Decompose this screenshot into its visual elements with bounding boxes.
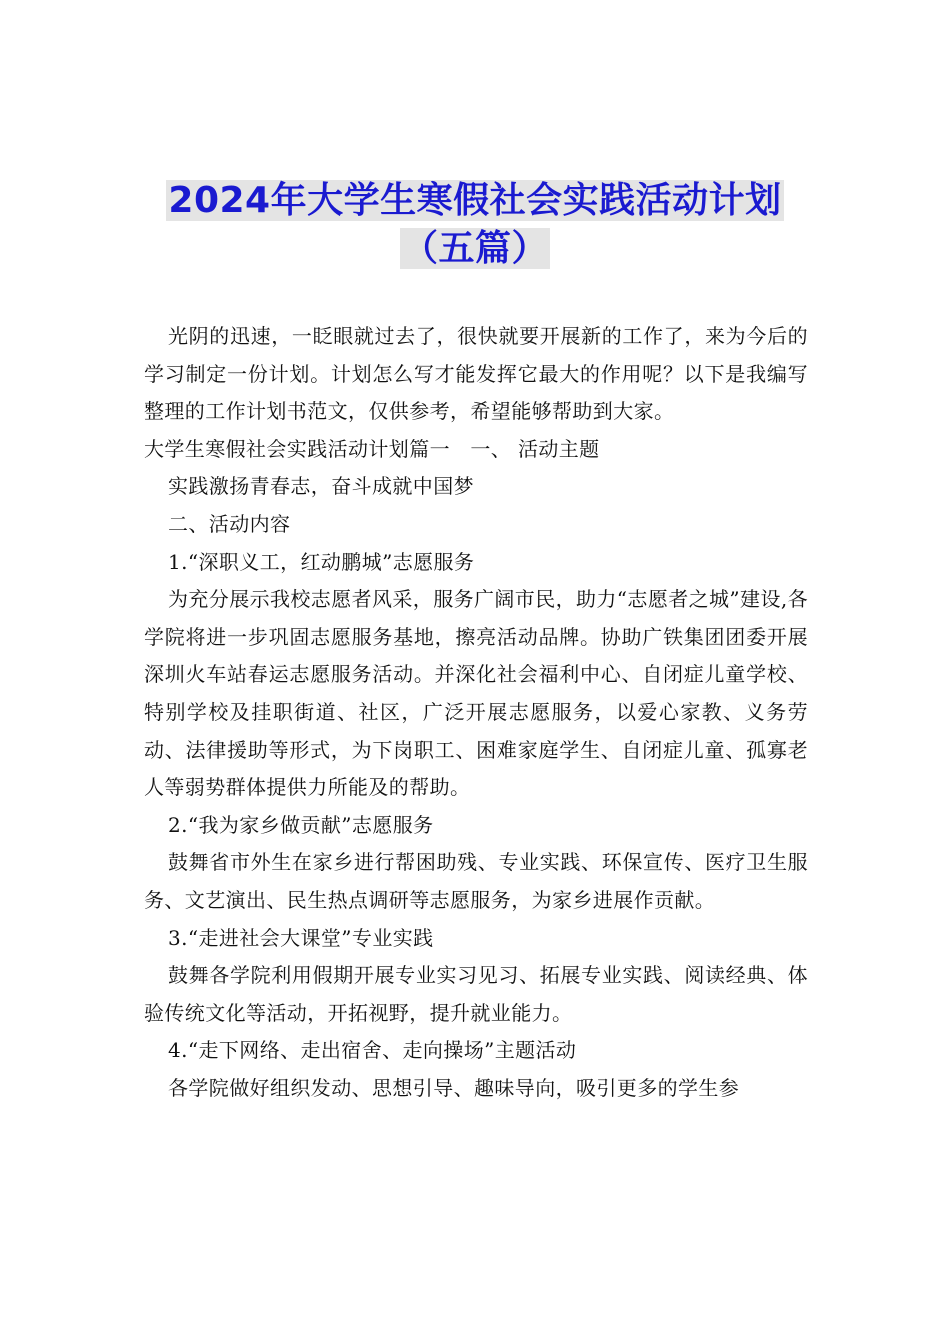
activity-theme: 实践激扬青春志，奋斗成就中国梦 — [168, 474, 474, 499]
document-title-line-1 — [0, 176, 950, 226]
intro-paragraph: 光阴的迅速，一眨眼就过去了，很快就要开展新的工作了，来为今后的学习制定一份计划。计划怎么写才能发挥它最大的作用呢？以下是我编写整理的工作计划书范文，仅供参考，希望能够帮助到大家。 — [144, 324, 808, 424]
item-3-heading: 3.“走进社会大课堂”专业实践 — [168, 925, 434, 950]
subheading-content: 二、活动内容 — [168, 511, 291, 536]
item-4-paragraph: 各学院做好组织发动、思想引导、趣味导向，吸引更多的学生参 — [168, 1075, 740, 1100]
item-3-paragraph: 鼓舞各学院利用假期开展专业实习见习、拓展专业实践、阅读经典、体验传统文化等活动，开拓视野，提升就业能力。 — [144, 963, 808, 1025]
document-title-line-2 — [0, 224, 950, 274]
item-4-heading: 4.“走下网络、走出宿舍、走向操场”主题活动 — [168, 1038, 577, 1063]
item-1-paragraph: 为充分展示我校志愿者风采，服务广阔市民，助力“志愿者之城”建设,各学院将进一步巩固志愿服务基地，擦亮活动品牌。协助广铁集团团委开展深圳火车站春运志愿服务活动。并深化社会福利中心、自闭症儿童学校、特别学校及挂职街道、社区，广泛开展志愿服务，以爱心家教、义务劳动、法律援助等形式，为下岗职工、困难家庭学生、自闭症儿童、孤寡老人等弱势群体提供力所能及的帮助。 — [144, 587, 809, 800]
item-2-paragraph: 鼓舞省市外生在家乡进行帮困助残、专业实践、环保宣传、医疗卫生服务、文艺演出、民生热点调研等志愿服务，为家乡进展作贡献。 — [144, 850, 808, 912]
document-body — [144, 318, 808, 1107]
section-heading: 大学生寒假社会实践活动计划篇一 一、 活动主题 — [144, 436, 600, 461]
title-text-1: 2024年大学生寒假社会实践活动计划 — [168, 180, 782, 221]
title-text-2: （五篇） — [401, 228, 548, 269]
item-2-heading: 2.“我为家乡做贡献”志愿服务 — [168, 812, 434, 837]
item-1-heading: 1.“深职义工，红动鹏城”志愿服务 — [168, 549, 475, 574]
